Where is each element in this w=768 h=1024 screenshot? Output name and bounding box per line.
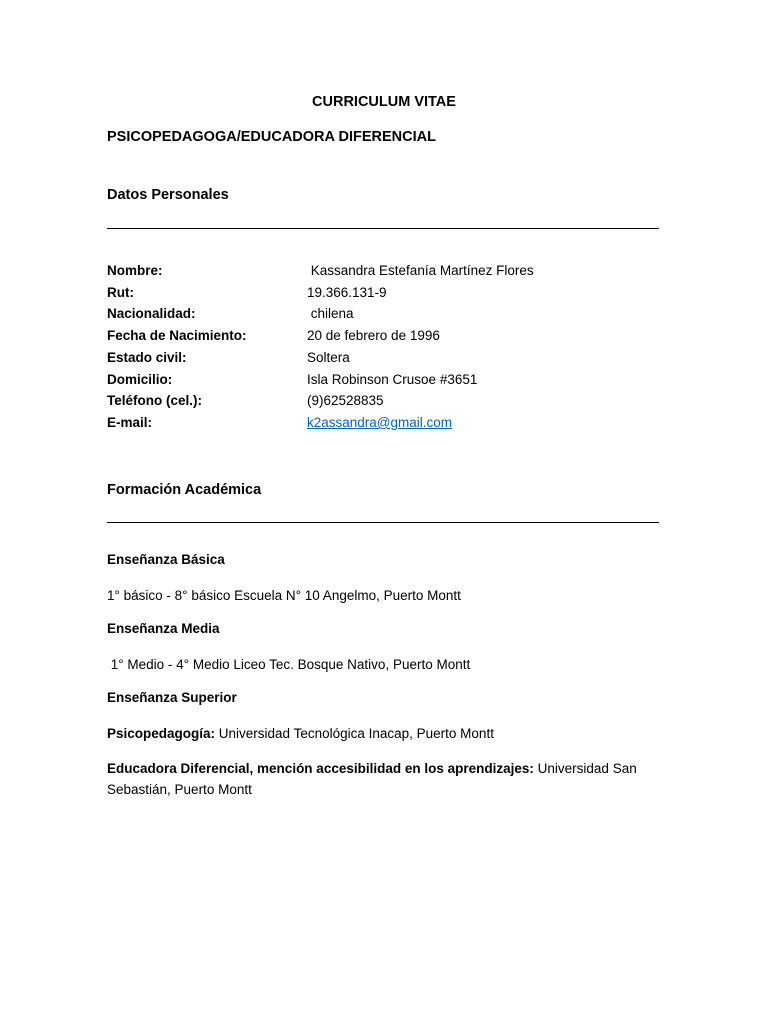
section-divider-personal [107, 228, 659, 229]
field-row-rut [107, 285, 667, 305]
field-value-nombre: Kassandra Estefanía Martínez Flores [307, 263, 534, 278]
field-value-estado-civil: Soltera [307, 350, 350, 365]
edu-entry-educadora-detail: Universidad San Sebastián, Puerto Montt [107, 761, 641, 797]
edu-entry-educadora [107, 758, 647, 800]
field-label-telefono: Teléfono (cel.): [107, 393, 203, 408]
edu-entry-psicopedagogia-detail: Universidad Tecnológica Inacap, Puerto Montt [215, 726, 494, 741]
field-value-telefono: (9)62528835 [307, 393, 384, 408]
field-label-rut: Rut: [107, 285, 134, 300]
field-label-estado-civil: Estado civil: [107, 350, 187, 365]
field-row-fecha-nacimiento [107, 328, 667, 348]
edu-entry-educadora-label: Educadora Diferencial, mención accesibilidad en los aprendizajes: [107, 761, 534, 776]
section-title-education: Formación Académica [107, 482, 262, 498]
field-row-estado-civil [107, 350, 667, 370]
edu-heading-media: Enseñanza Media [107, 621, 220, 636]
field-row-nacionalidad [107, 306, 667, 326]
field-label-nombre: Nombre: [107, 263, 163, 278]
field-value-nacionalidad: chilena [307, 306, 354, 321]
field-value-email [307, 415, 452, 430]
field-label-email: E-mail: [107, 415, 153, 430]
section-title-personal: Datos Personales [107, 187, 229, 203]
field-row-email [107, 415, 667, 435]
edu-heading-basica: Enseñanza Básica [107, 552, 225, 567]
field-row-telefono [107, 393, 667, 413]
field-value-domicilio: Isla Robinson Crusoe #3651 [307, 372, 478, 387]
field-label-domicilio: Domicilio: [107, 372, 173, 387]
document-subtitle: PSICOPEDAGOGA/EDUCADORA DIFERENCIAL [107, 129, 436, 145]
edu-entry-psicopedagogia-label: Psicopedagogía: [107, 726, 216, 741]
field-row-domicilio [107, 372, 667, 392]
field-label-nacionalidad: Nacionalidad: [107, 306, 196, 321]
field-value-rut: 19.366.131-9 [307, 285, 387, 300]
edu-detail-media: 1° Medio - 4° Medio Liceo Tec. Bosque Nativo, Puerto Montt [107, 657, 471, 672]
field-value-fecha-nacimiento: 20 de febrero de 1996 [307, 328, 440, 343]
email-link[interactable]: k2assandra@gmail.com [307, 415, 453, 430]
section-divider-education [107, 522, 659, 523]
field-label-fecha-nacimiento: Fecha de Nacimiento: [107, 328, 247, 343]
edu-heading-superior: Enseñanza Superior [107, 690, 237, 705]
edu-detail-basica: 1° básico - 8° básico Escuela N° 10 Angelmo, Puerto Montt [107, 588, 461, 603]
document-title: CURRICULUM VITAE [312, 94, 456, 110]
field-row-nombre [107, 263, 667, 283]
edu-entry-psicopedagogia [107, 723, 667, 744]
